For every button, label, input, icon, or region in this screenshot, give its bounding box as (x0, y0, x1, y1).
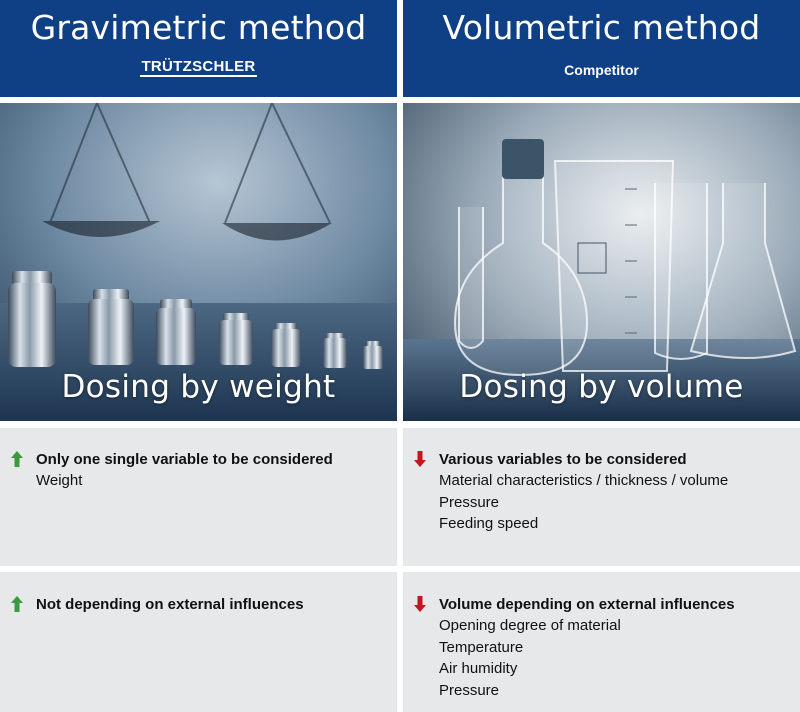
point-heading: Not depending on external influences (36, 596, 304, 613)
down-arrow-icon (413, 595, 427, 613)
gravimetric-title: Gravimetric method (30, 8, 367, 47)
gravimetric-header (0, 0, 397, 97)
truetzschler-logo: TRÜTZSCHLER (141, 58, 256, 75)
glassware-photo (403, 103, 800, 421)
up-arrow-icon (10, 595, 24, 613)
point-heading: Various variables to be considered (439, 451, 687, 468)
dosing-by-volume-caption: Dosing by volume (459, 369, 744, 405)
point-detail: Weight (36, 472, 83, 489)
volumetric-point-1 (403, 428, 800, 566)
glassware (455, 161, 795, 375)
down-arrow-icon (413, 450, 427, 468)
point-detail: Temperature (439, 638, 524, 656)
volumetric-title: Volumetric method (442, 8, 761, 47)
gravimetric-point-2 (0, 572, 397, 712)
gravimetric-point-1 (0, 428, 397, 566)
point-heading: Only one single variable to be considered (36, 451, 333, 468)
point-detail: Air humidity (439, 660, 518, 677)
point-detail: Pressure (439, 681, 500, 699)
point-detail: Opening degree of material (439, 617, 621, 634)
competitor-label: Competitor (564, 62, 639, 78)
up-arrow-icon (10, 450, 24, 468)
weights-photo (0, 103, 397, 421)
flask-stopper (502, 139, 544, 179)
volumetric-point-2 (403, 572, 800, 712)
volumetric-column (403, 0, 800, 97)
volumetric-header (403, 0, 800, 97)
point-detail: Pressure (439, 493, 500, 511)
gravimetric-column (0, 0, 397, 97)
point-detail: Feeding speed (439, 515, 539, 532)
point-detail: Material characteristics / thickness / volume (439, 472, 729, 489)
point-heading: Volume depending on external influences (439, 596, 735, 613)
dosing-by-weight-caption: Dosing by weight (61, 369, 336, 405)
